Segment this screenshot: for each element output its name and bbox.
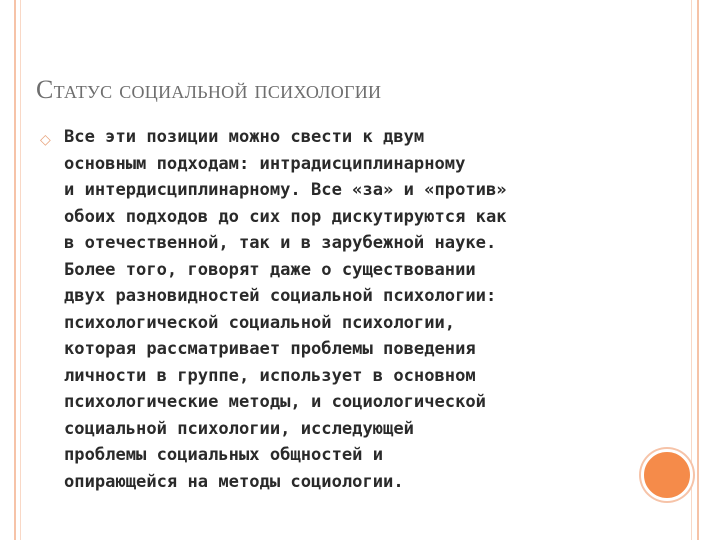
decorative-circle [641, 449, 693, 501]
bullet-icon: ◇ [40, 132, 51, 148]
slide-body-text: Все эти позиции можно свести к двум основным подходам: интрадисциплинарному и интердисциплинарному. Все «за» и «против» обоих подходов до сих пор дискутируются как в отечественной, так и в зарубежной науке. Более того, говорят даже о существовании двух разновидностей социальной психологии: психологической социальной психологии, которая рассматривает проблемы поведения личности в группе, использует в основном психологические методы, и социологической социальной психологии, исследующей проблемы социальных общностей и опирающейся на методы социологии. [64, 127, 507, 492]
slide-title: Статус социальной психологии [36, 75, 382, 104]
